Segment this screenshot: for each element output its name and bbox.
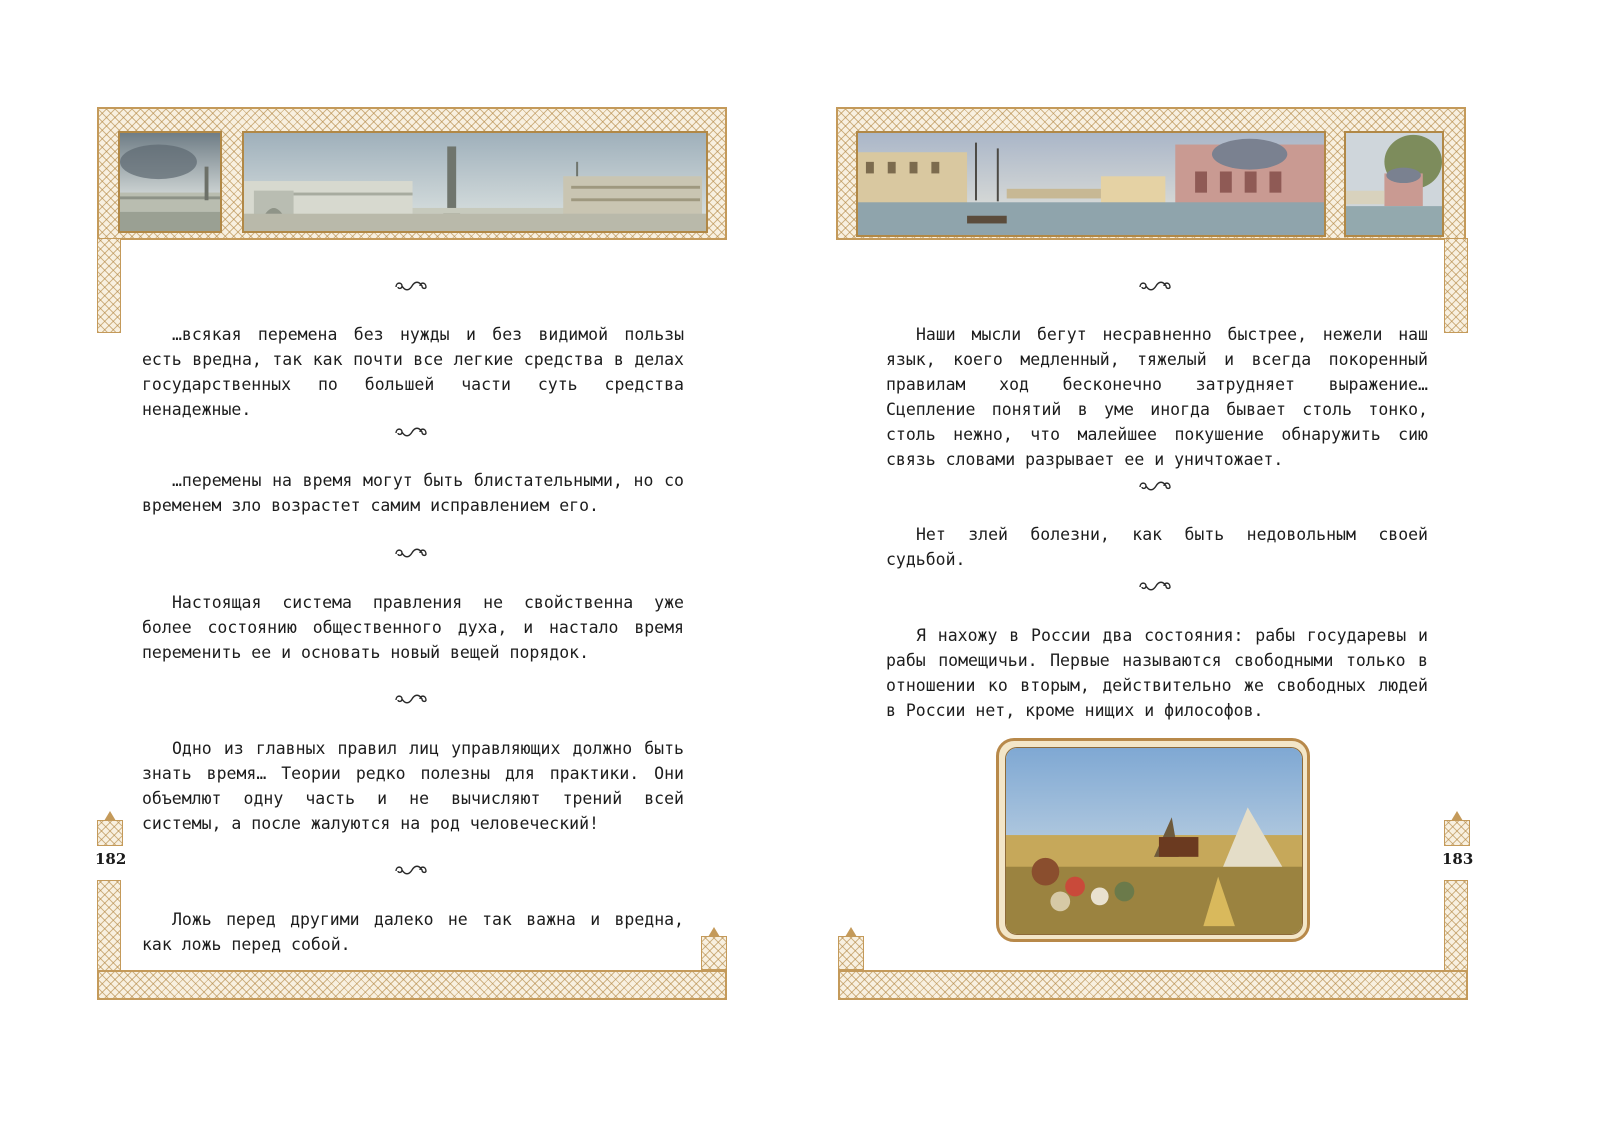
- paragraph: Одно из главных правил лиц управляющих должно быть знать время… Теории редко полезны для практики. Они объемлют одну часть и не вычисляют трений всей системы, а после жалуются на род человеческий!: [142, 739, 684, 833]
- ornament-divider: [392, 546, 432, 560]
- ornament-divider: [392, 692, 432, 706]
- paragraph: Я нахожу в России два состояния: рабы государевы и рабы помещичьи. Первые называются свободными только в отношении ко вторым, действительно же свободных людей в России нет, кроме нищих и философов.: [886, 626, 1428, 720]
- page-number: 182: [95, 850, 127, 868]
- paragraph: …всякая перемена без нужды и без видимой пользы есть вредна, так как почти все легкие средства в делах государственных по большей части суть средства ненадежные.: [142, 325, 684, 419]
- page-number-ornament-top: [1444, 820, 1470, 846]
- bottom-ornamental-frame: [838, 970, 1468, 1000]
- ornament-divider: [1136, 479, 1176, 493]
- palace-square-small-illustration: [120, 133, 220, 231]
- ornament-divider: [1136, 579, 1176, 593]
- right-corner-pillar-cap: [701, 936, 727, 970]
- harvest-painting: [1006, 748, 1302, 934]
- right-ornamental-pillar: [1444, 238, 1468, 333]
- pavilion-small-picture: [1344, 131, 1444, 237]
- fontanka-embankment-illustration: [858, 133, 1324, 235]
- ornament-divider: [392, 425, 432, 439]
- ornament-divider: [392, 863, 432, 877]
- paragraph: Ложь перед другими далеко не так важна и вредна, как ложь перед собой.: [142, 910, 684, 954]
- fontanka-embankment-panorama-picture: [856, 131, 1326, 237]
- pavilion-small-illustration: [1346, 133, 1442, 235]
- palace-square-panorama-picture: [242, 131, 708, 233]
- bottom-ornamental-frame: [97, 970, 727, 1000]
- harvest-painting-frame: [996, 738, 1310, 942]
- palace-square-panorama-illustration: [244, 133, 706, 231]
- page-number: 183: [1442, 850, 1474, 868]
- left-corner-pillar-cap: [838, 936, 864, 970]
- ornament-divider: [392, 279, 432, 293]
- paragraph: …перемены на время могут быть блистательными, но со временем зло возрастет самим исправлением его.: [142, 471, 684, 515]
- paragraph: Наши мысли бегут несравненно быстрее, нежели наш язык, коего медленный, тяжелый и всегда покоренный правилам ход бесконечно затрудняет выражение… Сцепление понятий в уме иногда бывает столь тонко, столь нежно, что малейшее покушение обнаружить сию связь словами разрывает ее и уничтожает.: [886, 325, 1428, 469]
- paragraph: Нет злей болезни, как быть недовольным своей судьбой.: [886, 525, 1428, 569]
- page-number-ornament-top: [97, 820, 123, 846]
- right-page: [800, 0, 1600, 1132]
- paragraph: Настоящая система правления не свойственна уже более состоянию общественного духа, и настало время переменить ее и основать новый вещей порядок.: [142, 593, 684, 662]
- ornament-divider: [1136, 279, 1176, 293]
- left-ornamental-pillar: [97, 238, 121, 333]
- palace-square-small-picture: [118, 131, 222, 233]
